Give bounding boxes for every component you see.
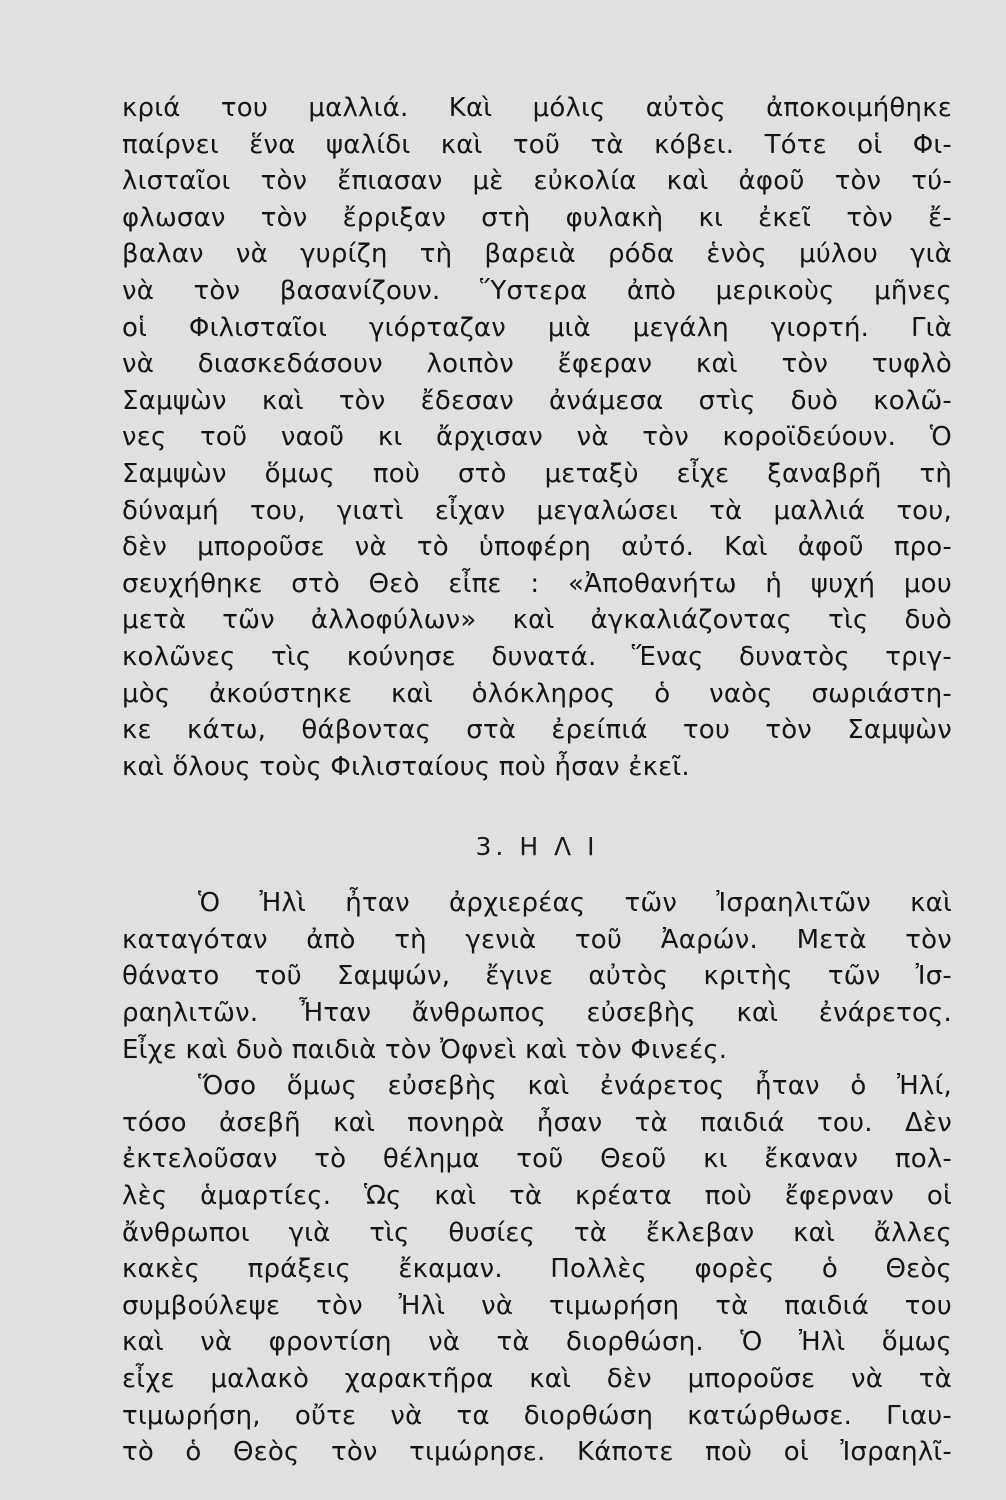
paragraph-2 (122, 885, 952, 1068)
text-line: κε κάτω, θάβοντας στὰ ἐρείπιά του τὸν Σαμψὼν (122, 715, 952, 746)
text-line: παίρνει ἕνα ψαλίδι καὶ τοῦ τὰ κόβει. Τότε οἱ Φι- (122, 129, 952, 160)
text-line: Σαμψὼν ὅμως ποὺ στὸ μεταξὺ εἶχε ξαναβρῆ τὴ (122, 458, 952, 489)
text-line: εἶχε μαλακὸ χαρακτῆρα καὶ δὲν μποροῦσε νὰ τὰ (122, 1364, 952, 1394)
text-line: καταγόταν ἀπὸ τὴ γενιὰ τοῦ Ἀαρών. Μετὰ τὸν (122, 924, 952, 955)
text-line: μετὰ τῶν ἀλλοφύλων» καὶ ἀγκαλιάζοντας τὶς δυὸ (122, 605, 952, 636)
text-line: τόσο ἀσεβῆ καὶ πονηρὰ ἦσαν τὰ παιδιά του. Δὲν (122, 1107, 952, 1138)
text-line: Ὅσο ὅμως εὐσεβὴς καὶ ἐνάρετος ἦταν ὁ Ἠλί, (198, 1071, 952, 1102)
text-line: σευχήθηκε στὸ Θεὸ εἶπε : «Ἀποθανήτω ἡ ψυχή μου (122, 568, 952, 599)
text-line: θάνατο τοῦ Σαμψών, ἔγινε αὐτὸς κριτὴς τῶν Ἰσ- (122, 961, 952, 992)
text-line: καὶ νὰ φροντίση νὰ τὰ διορθώση. Ὁ Ἠλὶ ὅμως (122, 1327, 952, 1358)
text-line: ραηλιτῶν. Ἦταν ἄνθρωπος εὐσεβὴς καὶ ἐνάρετος. (122, 998, 952, 1029)
text-line: μὸς ἀκούστηκε καὶ ὁλόκληρος ὁ ναὸς σωριάστη- (122, 678, 952, 709)
text-line: τὸ ὁ Θεὸς τὸν τιμώρησε. Κάποτε ποὺ οἱ Ἰσραηλῖ- (122, 1437, 952, 1468)
text-line: οἱ Φιλισταῖοι γιόρταζαν μιὰ μεγάλη γιορτή. Γιὰ (122, 312, 952, 343)
section-heading: 3. Η Λ Ι (475, 832, 599, 862)
text-line: τιμωρήση, οὔτε νὰ τα διορθώση κατώρθωσε. Γιαυ- (122, 1400, 952, 1431)
text-line: λισταῖοι τὸν ἔπιασαν μὲ εὐκολία καὶ ἀφοῦ τὸν τύ- (122, 166, 952, 197)
text-line: Σαμψὼν καὶ τὸν ἔδεσαν ἀνάμεσα στὶς δυὸ κολῶ- (122, 385, 952, 416)
text-line: δὲν μποροῦσε νὰ τὸ ὑποφέρη αὐτό. Καὶ ἀφοῦ προ- (122, 532, 952, 563)
text-line: συμβούλεψε τὸν Ἠλὶ νὰ τιμωρήση τὰ παιδιά του (122, 1290, 952, 1321)
text-line: φλωσαν τὸν ἔρριξαν στὴ φυλακὴ κι ἐκεῖ τὸν ἔ- (122, 202, 952, 233)
text-line: ἄνθρωποι γιὰ τὶς θυσίες τὰ ἔκλεβαν καὶ ἄλλες (122, 1217, 952, 1248)
text-line: βαλαν νὰ γυρίζη τὴ βαρειὰ ρόδα ἑνὸς μύλου γιὰ (122, 239, 952, 270)
paragraph-3 (122, 1068, 952, 1471)
paragraph-1 (122, 90, 952, 785)
text-block (122, 90, 952, 1471)
text-line: νὰ τὸν βασανίζουν. Ὕστερα ἀπὸ μερικοὺς μῆνες (122, 275, 952, 306)
text-line: καὶ ὅλους τοὺς Φιλισταίους ποὺ ἦσαν ἐκεῖ. (122, 751, 690, 782)
text-line: ἐκτελοῦσαν τὸ θέλημα τοῦ Θεοῦ κι ἔκαναν πολ- (122, 1144, 952, 1175)
text-line: δύναμή του, γιατὶ εἶχαν μεγαλώσει τὰ μαλλιά του, (122, 495, 952, 526)
text-line: κριά του μαλλιά. Καὶ μόλις αὐτὸς ἀποκοιμήθηκε (122, 93, 952, 123)
text-line: λὲς ἁμαρτίες. Ὡς καὶ τὰ κρέατα ποὺ ἔφερναν οἱ (122, 1181, 952, 1212)
text-line: κολῶνες τὶς κούνησε δυνατά. Ἕνας δυνατὸς τριγ- (122, 641, 952, 672)
text-line: νὰ διασκεδάσουν λοιπὸν ἔφεραν καὶ τὸν τυφλὸ (122, 349, 952, 380)
text-line: Εἶχε καὶ δυὸ παιδιὰ τὸν Ὀφνεὶ καὶ τὸν Φινεές. (122, 1034, 728, 1065)
text-line: νες τοῦ ναοῦ κι ἄρχισαν νὰ τὸν κοροϊδεύουν. Ὁ (122, 422, 952, 453)
text-line: κακὲς πράξεις ἔκαμαν. Πολλὲς φορὲς ὁ Θεὸς (122, 1254, 952, 1285)
text-line: Ὁ Ἠλὶ ἦταν ἀρχιερέας τῶν Ἰσραηλιτῶν καὶ (198, 888, 952, 919)
